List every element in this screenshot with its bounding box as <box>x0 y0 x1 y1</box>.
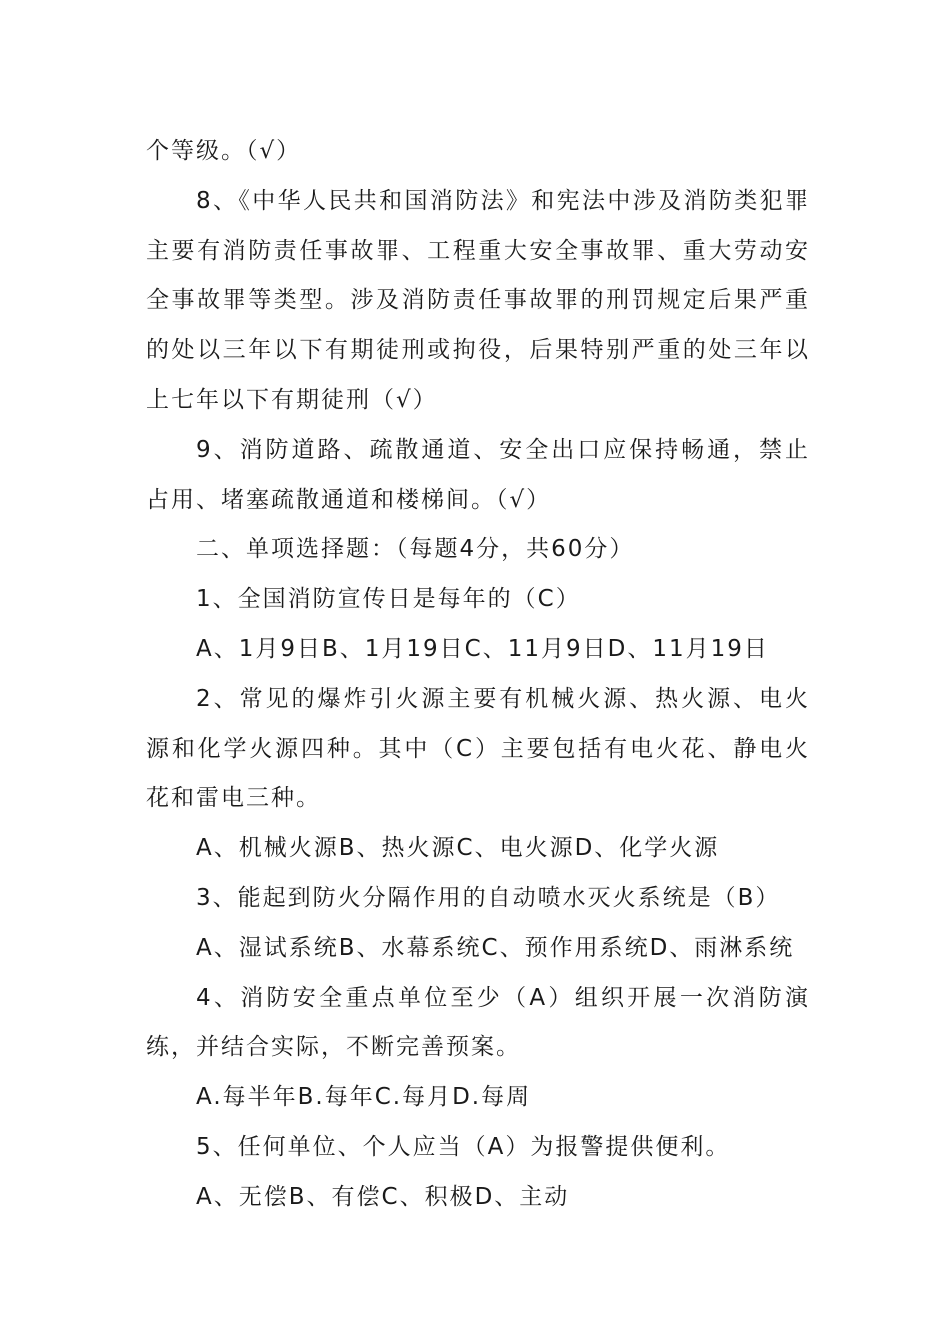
question-1-options: A、1月9日B、1月19日C、11月9日D、11月19日 <box>196 635 769 662</box>
section-heading-single-choice: 二、单项选择题：（每题4分，共60分） <box>196 536 635 563</box>
question-3-options: A、湿试系统B、水幕系统C、预作用系统D、雨淋系统 <box>196 934 795 961</box>
question-1: 1、全国消防宣传日是每年的（C） <box>196 586 581 613</box>
question-5: 5、任何单位、个人应当（A）为报警提供便利。 <box>196 1133 731 1160</box>
paragraph-item-9: 9、消防道路、疏散通道、安全出口应保持畅通，禁止占用、堵塞疏散通道和楼梯间。（√） <box>146 436 810 513</box>
question-3: 3、能起到防火分隔作用的自动喷水灭火系统是（B） <box>196 884 781 911</box>
question-2-options: A、机械火源B、热火源C、电火源D、化学火源 <box>196 835 720 862</box>
paragraph-item-8: 8、《中华人民共和国消防法》和宪法中涉及消防类犯罪主要有消防责任事故罪、工程重大安全事故罪、重大劳动安全事故罪等类型。涉及消防责任事故罪的刑罚规定后果严重的处以三年以下有期徒刑或拘役，后果特别严重的处三年以上七年以下有期徒刑（√） <box>146 187 810 413</box>
question-5-options: A、无偿B、有偿C、积极D、主动 <box>196 1183 570 1210</box>
question-2: 2、常见的爆炸引火源主要有机械火源、热火源、电火源和化学火源四种。其中（C）主要包括有电火花、静电火花和雷电三种。 <box>146 685 810 812</box>
paragraph-continuation: 个等级。（√） <box>146 138 302 164</box>
question-4-options: A.每半年B.每年C.每月D.每周 <box>196 1084 532 1111</box>
document-body <box>146 127 810 1223</box>
question-4: 4、消防安全重点单位至少（A）组织开展一次消防演练，并结合实际，不断完善预案。 <box>146 984 810 1061</box>
